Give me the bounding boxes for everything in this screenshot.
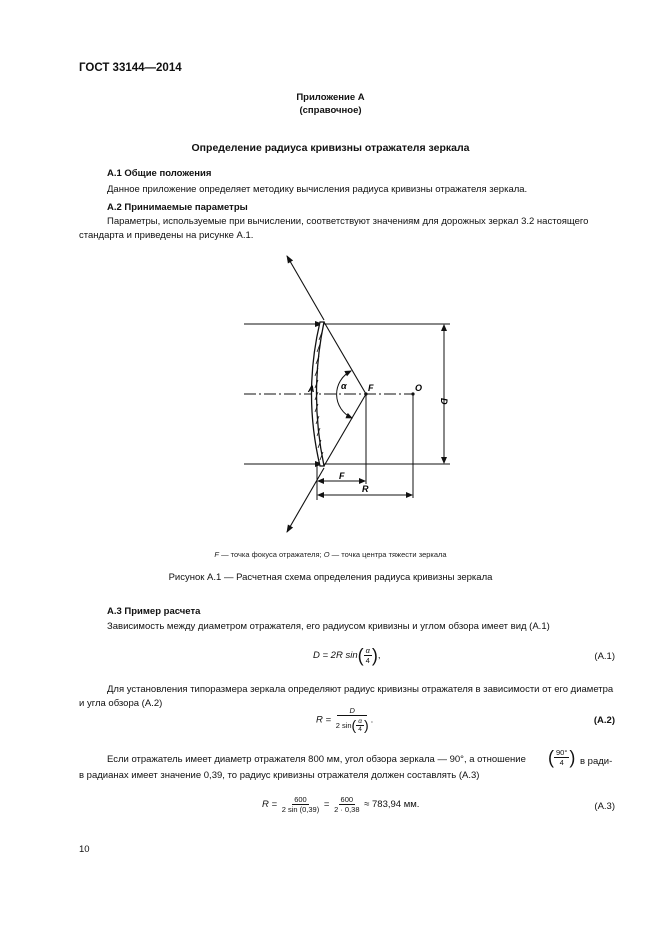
formula-a3-n2: 600	[340, 795, 354, 804]
legend-o-text: — точка центра тяжести зеркала	[329, 550, 447, 559]
formula-a1-number: (А.1)	[594, 651, 615, 662]
main-title: Определение радиуса кривизны отражателя зеркала	[191, 142, 470, 154]
formula-a1: D = 2R sin( $\frac{\alpha}{4}$ ),	[313, 645, 381, 666]
formula-a3-n1: 600	[294, 795, 307, 804]
formula-a2: R = D 2 sin ( $\frac{\alpha}{4}$ ) .	[316, 706, 374, 733]
focus-line-bottom	[324, 394, 366, 466]
formula-a3-inline: ( $\frac{90^\circ}{4}$ )	[548, 747, 576, 768]
formula-a1-den: 4	[365, 656, 370, 665]
figure-caption: Рисунок А.1 — Расчетная схема определения радиуса кривизны зеркала	[168, 572, 493, 583]
formula-a3-inline-den: 4	[559, 758, 564, 767]
formula-a3-d2: 2 · 0,38	[334, 805, 360, 814]
formula-a3	[262, 795, 419, 814]
formula-a2-inner-den: 4	[358, 725, 362, 733]
legend-o-symbol: O	[323, 550, 330, 559]
label-o: O	[415, 383, 423, 393]
figure-diagram	[230, 250, 460, 545]
section-a3-text3-end: в радианах имеет значение 0,39, то радиус кривизны отражателя должен составлять (А.3)	[79, 770, 480, 781]
formula-a2-den-pre: 2 sin	[335, 720, 352, 730]
formula-a2-tail: .	[370, 714, 374, 726]
legend-f-text: — точка фокуса отражателя;	[219, 550, 324, 559]
label-d: D	[439, 398, 449, 405]
section-a1-heading: А.1 Общие положения	[107, 168, 212, 179]
formula-a3-result: ≈ 783,94 мм.	[364, 799, 420, 811]
reflected-ray-top	[287, 256, 324, 320]
section-a3-text: Зависимость между диаметром отражателя, его радиусом кривизны и углом обзора имеет вид (А.1)	[107, 621, 550, 632]
section-a3-heading: А.3 Пример расчета	[107, 606, 201, 617]
formula-a3-inline-num: 90°	[556, 748, 568, 757]
label-alpha: α	[341, 381, 347, 391]
formula-a1-tail: ,	[377, 650, 381, 662]
legend-f-symbol: F	[214, 550, 219, 559]
reflected-ray-bottom	[287, 468, 324, 532]
section-a2-heading: А.2 Принимаемые параметры	[107, 202, 248, 213]
label-f-dimension: F	[339, 471, 345, 481]
appendix-subtitle: (справочное)	[299, 105, 362, 116]
label-f: F	[368, 383, 374, 393]
formula-a2-number: (А.2)	[593, 715, 615, 726]
formula-a3-number: (А.3)	[594, 801, 615, 812]
formula-a3-lhs: R =	[262, 799, 278, 811]
section-a2-text: Параметры, используемые при вычислении, соответствуют значениям для дорожных зеркал 3.2 настоящего стандарта и приведены на рисунке А.1.	[79, 216, 589, 241]
section-a3-text3-wrap: в ради-	[580, 756, 613, 767]
label-r-dimension: R	[362, 484, 369, 494]
standard-header: ГОСТ 33144—2014	[79, 62, 182, 74]
formula-a2-inner-num: α	[358, 717, 362, 725]
formula-a2-lhs: R =	[316, 714, 332, 726]
formula-a3-d1: 2 sin (0,39)	[281, 805, 320, 814]
section-a3-text3-start: Если отражатель имеет диаметр отражателя 800 мм, угол обзора зеркала — 90°, а отношение	[107, 754, 526, 765]
section-a3-text2: Для установления типоразмера зеркала определяют радиус кривизны отражателя в зависимости от его диаметра и угла обзора (А.2)	[79, 684, 614, 709]
formula-a1-lhs: D = 2R sin	[313, 650, 358, 662]
figure-legend	[0, 550, 661, 559]
page-number: 10	[79, 844, 90, 855]
mirror-reflector	[312, 322, 325, 466]
formula-a1-num: α	[365, 646, 370, 655]
appendix-title: Приложение А	[296, 92, 365, 103]
label-a: A	[308, 384, 315, 394]
section-a1-text: Данное приложение определяет методику вычисления радиуса кривизны отражателя зеркала.	[107, 184, 528, 195]
formula-a3-eq: =	[323, 799, 330, 811]
formula-a2-num: D	[337, 706, 366, 716]
